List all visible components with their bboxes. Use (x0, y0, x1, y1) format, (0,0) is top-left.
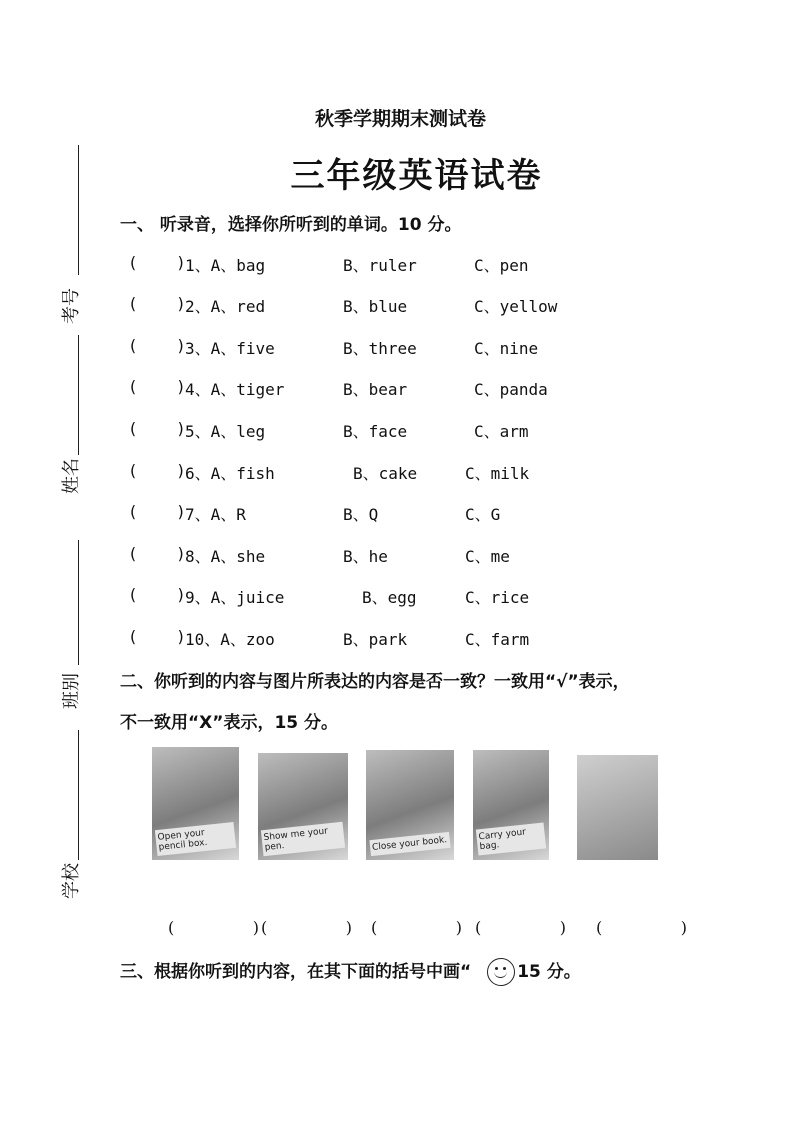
picture-open-pencil-box (152, 747, 239, 860)
question-option-c: C、farm (465, 630, 530, 649)
answer-bracket-4[interactable]: ( ) (475, 918, 566, 937)
question-option-c: C、nine (474, 339, 539, 358)
school-label: 学校 (61, 863, 82, 899)
section3-heading-text: 三、根据你听到的内容，在其下面的括号中画“ (120, 962, 472, 982)
question-option-c: C、panda (474, 380, 548, 399)
question-option-a: 9、A、juice (185, 588, 285, 607)
question-option-a: 3、A、five (185, 339, 275, 358)
section3-points: 15 分。 (517, 962, 581, 982)
question-option-c: C、pen (474, 256, 529, 275)
question-option-a: 8、A、she (185, 547, 266, 566)
answer-blank[interactable]: ( ) (128, 461, 186, 480)
question-option-a: 1、A、bag (185, 256, 266, 275)
answer-blank[interactable]: ( ) (128, 294, 186, 313)
question-option-a: 7、A、R (185, 505, 246, 524)
picture-squirrel (577, 755, 658, 860)
question-option-b: B、Q (343, 505, 379, 524)
exam-number-label: 考号 (61, 288, 82, 324)
answer-blank[interactable]: ( ) (128, 627, 186, 646)
question-option-c: C、rice (465, 588, 530, 607)
section1-heading: 一、 听录音，选择你所听到的单词。10 分。 (120, 215, 462, 235)
answer-blank[interactable]: ( ) (128, 585, 186, 604)
answer-blank[interactable]: ( ) (128, 544, 186, 563)
picture-caption: Open your pencil box. (155, 822, 236, 856)
question-option-b: B、egg (362, 588, 417, 607)
answer-bracket-5[interactable]: ( ) (596, 918, 687, 937)
exam-title: 三年级英语试卷 (290, 156, 543, 196)
answer-bracket-2[interactable]: ( ) (261, 918, 352, 937)
side-divider (78, 540, 79, 665)
answer-bracket-1[interactable]: ( ) (168, 918, 259, 937)
question-option-c: C、yellow (474, 297, 558, 316)
question-option-b: B、cake (353, 464, 418, 483)
answer-bracket-3[interactable]: ( ) (371, 918, 462, 937)
question-option-b: B、blue (343, 297, 408, 316)
answer-blank[interactable]: ( ) (128, 377, 186, 396)
side-divider (78, 335, 79, 455)
name-label: 姓名 (61, 458, 82, 494)
picture-close-book (366, 750, 454, 860)
answer-blank[interactable]: ( ) (128, 336, 186, 355)
class-label: 班别 (61, 673, 82, 709)
question-option-b: B、bear (343, 380, 408, 399)
section2-heading-cont: 不一致用“X”表示，15 分。 (120, 713, 339, 733)
picture-caption: Carry your bag. (476, 823, 546, 856)
smiley-face-icon (487, 958, 515, 986)
question-option-b: B、face (343, 422, 408, 441)
side-divider (78, 730, 79, 860)
answer-blank[interactable]: ( ) (128, 253, 186, 272)
side-divider (78, 145, 79, 275)
picture-caption: Show me your pen. (261, 822, 345, 856)
question-option-a: 10、A、zoo (185, 630, 275, 649)
question-option-a: 2、A、red (185, 297, 266, 316)
question-option-c: C、me (465, 547, 510, 566)
question-option-a: 4、A、tiger (185, 380, 285, 399)
answer-blank[interactable]: ( ) (128, 502, 186, 521)
answer-blank[interactable]: ( ) (128, 419, 186, 438)
picture-carry-bag (473, 750, 549, 860)
question-option-b: B、three (343, 339, 417, 358)
question-option-b: B、park (343, 630, 408, 649)
picture-caption: Close your book. (369, 832, 450, 856)
question-option-a: 5、A、leg (185, 422, 266, 441)
picture-show-pen (258, 753, 348, 860)
section3-heading (120, 957, 581, 986)
question-option-c: C、G (465, 505, 501, 524)
question-option-b: B、he (343, 547, 388, 566)
section2-heading: 二、你听到的内容与图片所表达的内容是否一致？一致用“√”表示， (120, 672, 630, 692)
exam-subtitle: 秋季学期期末测试卷 (314, 108, 486, 130)
question-option-b: B、ruler (343, 256, 417, 275)
question-option-c: C、milk (465, 464, 530, 483)
question-option-c: C、arm (474, 422, 529, 441)
question-option-a: 6、A、fish (185, 464, 275, 483)
